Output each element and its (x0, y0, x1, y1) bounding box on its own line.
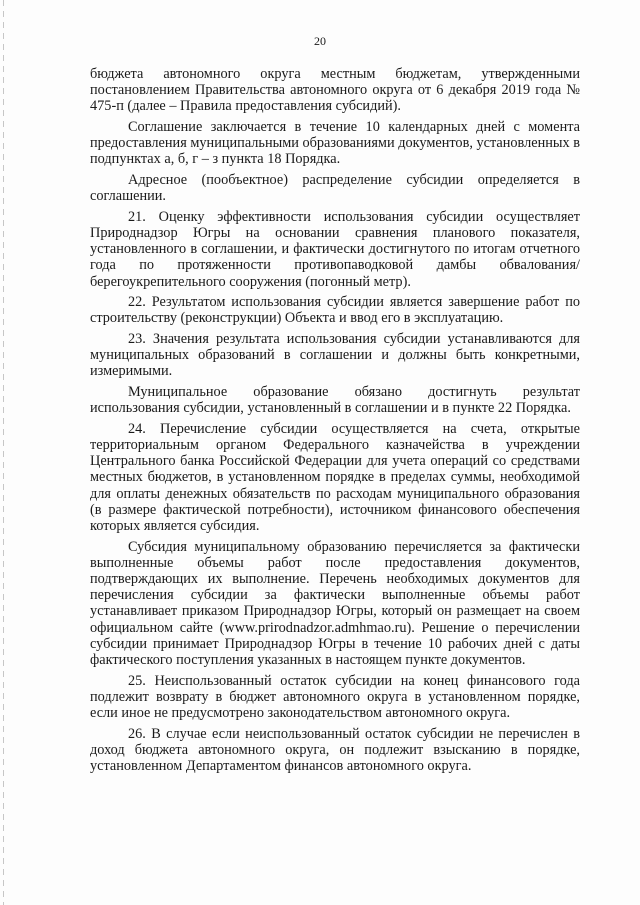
paragraph-23: 23. Значения результата использования субсидии устанавливаются для муниципальных образований в соглашении и должны быть конкретными, измеримыми. (90, 331, 580, 380)
paragraph-22: 22. Результатом использования субсидии является завершение работ по строительству (реконструкции) Объекта и ввод его в эксплуатацию. (90, 294, 580, 327)
paragraph-24: 24. Перечисление субсидии осуществляется на счета, открытые территориальным органом Федерального казначейства в учреждении Центрального банка Российской Федерации для учета операций со средствами местных бюджетов, в установленном порядке в пределах суммы, необходимой для оплаты денежных обязательств по расходам муниципального образования (в размере фактической потребности), источником финансового обеспечения которых является субсидия. (90, 420, 580, 535)
paragraph-distribution: Адресное (пообъектное) распределение субсидии определяется в соглашении. (90, 172, 580, 205)
paragraph-agreement-term: Соглашение заключается в течение 10 календарных дней с момента предоставления муниципальными образованиями документов, установленных в подпунктах а, б, г – з пункта 18 Порядка. (90, 119, 580, 168)
document-body (90, 66, 580, 779)
paragraph-23-obligation: Муниципальное образование обязано достигнуть результат использования субсидии, установленный в соглашении и в пункте 22 Порядка. (90, 384, 580, 417)
scan-edge-mark (3, 0, 4, 905)
paragraph-21: 21. Оценку эффективности использования субсидии осуществляет Природнадзор Югры на основании сравнения планового показателя, установленного в соглашении, и фактически достигнутого по итогам отчетного года по протяженности противопаводковой дамбы обвалования/ берегоукрепительного сооружения (погонный метр). (90, 208, 580, 290)
paragraph-continuation: бюджета автономного округа местным бюджетам, утвержденными постановлением Правительства автономного округа от 6 декабря 2019 года № 475-п (далее – Правила предоставления субсидий). (90, 66, 580, 115)
paragraph-26: 26. В случае если неиспользованный остаток субсидии не перечислен в доход бюджета автономного округа, он подлежит взысканию в порядке, установленном Департаментом финансов автономного округа. (90, 725, 580, 775)
paragraph-25: 25. Неиспользованный остаток субсидии на конец финансового года подлежит возврату в бюджет автономного округа в установленном порядке, если иное не предусмотрено законодательством автономного округа. (90, 672, 580, 722)
page-number: 20 (314, 34, 326, 48)
paragraph-24-transfer: Субсидия муниципальному образованию перечисляется за фактически выполненные объемы работ после предоставления документов, подтверждающих их выполнение. Перечень необходимых документов для перечисления субсидии за фактически выполненные объемы работ устанавливает приказом Природнадзор Югры, который он размещает на своем официальном сайте (www.prirodnadzor.admhmao.ru). Решение о перечислении субсидии принимает Природнадзор Югры в течение 10 рабочих дней с даты фактического поступления указанных в настоящем пункте документов. (90, 538, 580, 669)
